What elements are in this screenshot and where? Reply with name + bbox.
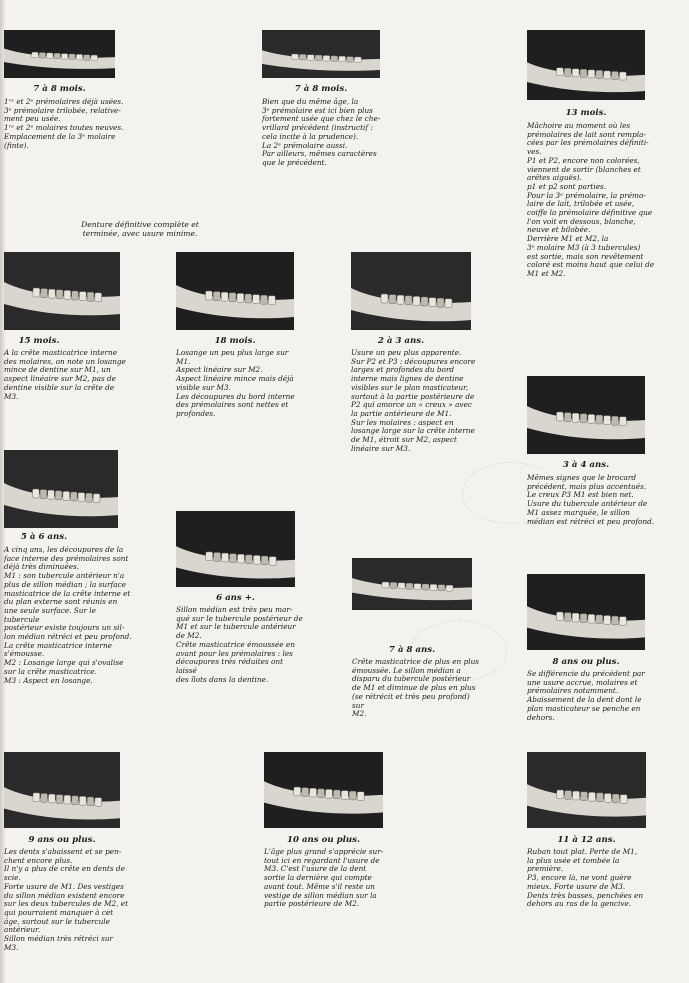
tooth (95, 798, 102, 807)
jaw-photo-14 (527, 752, 646, 828)
jaw-illustration (352, 558, 472, 610)
entry-text-10: Crête masticatrice de plus en plus émoussée. Le sillon médian a disparu du tubercule postérieur de M1 et diminue de plus en plus (se rétrécit et très peu profond) sur M2. (352, 657, 480, 719)
tooth (261, 295, 268, 304)
tooth (341, 791, 348, 800)
tooth (206, 552, 213, 561)
entry-title-11: 8 ans ou plus. (552, 657, 620, 667)
photo-background (176, 252, 294, 330)
tooth (39, 53, 45, 59)
tooth (557, 68, 564, 76)
tooth (61, 54, 67, 60)
tooth (63, 491, 70, 500)
tooth (588, 70, 595, 78)
tooth (47, 53, 53, 59)
tooth (41, 289, 48, 298)
tooth (325, 789, 332, 798)
jaw-photo-3 (527, 30, 645, 100)
entry-title-13: 10 ans ou plus. (287, 835, 360, 845)
tooth (32, 52, 38, 58)
jaw-illustration (4, 252, 120, 330)
tooth (347, 57, 354, 63)
tooth (357, 792, 364, 801)
tooth (48, 794, 55, 803)
jaw-photo-8 (4, 450, 118, 528)
tooth (588, 792, 595, 801)
tooth (612, 71, 619, 79)
tooth (222, 553, 229, 562)
tooth (446, 585, 453, 591)
entry-text-8: A cinq ans, les découpures de la face interne des prémolaires sont déjà très diminuées. M1 : son tubercule antérieur n'a plus de sillon médian ; la surface masticatrice de la crête interne et du plan externe sont réunis en une seule surface. Sur le tubercule postérieur existe toujours un sil- lon médian rétréci et peu profond. La crête masticatrice interne s'émousse. M2 : Losange large qui s'ovalise sur la crête masticatrice. M3 : Aspect en losange. (4, 545, 132, 685)
definitive-dentition-note: Denture définitive complète et terminée, avec usure minime. (81, 220, 199, 239)
jaw-illustration (176, 511, 295, 587)
entry-title-6: 2 à 3 ans. (377, 336, 425, 346)
tooth (612, 616, 619, 625)
tooth (381, 294, 388, 303)
tooth (95, 293, 102, 302)
photo-background (527, 574, 645, 650)
tooth (612, 416, 619, 425)
jaw-photo-7 (527, 376, 645, 454)
tooth (564, 413, 571, 422)
entry-text-11: Se différencie du précédent par une usure accrue, molaires et prémolaires notamment. Abaissement de la dent dont le plan masticateur se penche en dehors. (527, 669, 645, 722)
jaw-illustration (4, 752, 120, 828)
tooth (557, 412, 564, 421)
jaw-photo-11 (527, 574, 645, 650)
tooth (269, 557, 276, 566)
tooth (86, 493, 93, 502)
tooth (620, 795, 627, 804)
tooth (581, 792, 588, 801)
tooth (56, 290, 63, 299)
entry-text-14: Ruban tout plat. Perte de M1, la plus usée et tombée la première. P3, encore là, ne vont guère mieux. Forte usure de M3. Dents très basses, penchées en dehors au ras de la gencive. (527, 847, 644, 909)
tooth (72, 796, 79, 805)
tooth (565, 791, 572, 800)
tooth (292, 54, 299, 60)
tooth (596, 70, 603, 78)
tooth (64, 795, 71, 804)
tooth (261, 556, 268, 565)
tooth (87, 292, 94, 301)
tooth (564, 68, 571, 76)
entry-title-1: 7 à 8 mois. (33, 84, 86, 94)
tooth (253, 555, 260, 564)
tooth (71, 492, 78, 501)
tooth (619, 617, 626, 626)
tooth (64, 290, 71, 299)
tooth (389, 295, 396, 304)
tooth (437, 298, 444, 307)
entry-text-9: Sillon médian est très peu mar- qué sur le tubercule postérieur de M1 et sur le tubercule antérieur de M2. Crête masticatrice émoussée en avant pour les prémolaires : les découpures très réduites ont laissé des îlots dans la dentine. (176, 605, 303, 684)
tooth (33, 288, 40, 297)
tooth (237, 293, 244, 302)
tooth (612, 794, 619, 803)
tooth (572, 613, 579, 622)
tooth (79, 292, 86, 301)
tooth (237, 554, 244, 563)
tooth (333, 790, 340, 799)
entry-title-5: 18 mois. (214, 336, 256, 346)
tooth (557, 612, 564, 621)
tooth (72, 291, 79, 300)
entry-text-4: A la crête masticatrice interne des molaires, on note un losange mince de dentine sur M1, un aspect linéaire sur M2, pas de dentine visible sur la crête de M3. (4, 348, 126, 401)
tooth (421, 297, 428, 306)
entry-text-6: Usure un peu plus apparente. Sur P2 et P3 : découpures encore larges et profondes du bord interne mais lignes de dentine visibles sur le plan masticateur, surtout à la partie postérieure de P2 qui amorce un « creux » avec la partie antérieure de M1. Sur les molaires : aspect en losange large sur la crête interne de M1, étroit sur M2, aspect linéaire sur M3. (351, 348, 476, 453)
tooth (48, 289, 55, 298)
tooth (596, 793, 603, 802)
entry-title-10: 7 à 8 ans. (388, 645, 436, 655)
tooth (318, 789, 325, 798)
tooth (302, 788, 309, 797)
tooth (422, 584, 429, 590)
tooth (323, 55, 330, 61)
tooth (78, 493, 85, 502)
jaw-illustration (527, 574, 645, 650)
entry-text-12: Les dents s'abaissent et se pen- chent encore plus. Il n'y a plus de crête en dents de scie. Forte usure de M1. Des vestiges du sillon médian existent encore sur les deux tubercules de M2, et qui pourraient manquer à cet âge, surtout sur le tubercule antérieur. Sillon médian très rétréci sur M3. (4, 847, 129, 952)
jaw-photo-5 (176, 252, 294, 330)
tooth (206, 291, 213, 300)
entry-title-4: 15 mois. (18, 336, 60, 346)
tooth (331, 56, 338, 62)
photo-background (4, 450, 118, 528)
tooth (33, 489, 40, 498)
jaw-illustration (527, 376, 645, 454)
tooth (430, 584, 437, 590)
entry-title-14: 11 à 12 ans. (557, 835, 616, 845)
jaw-photo-4 (4, 252, 120, 330)
tooth (619, 72, 626, 80)
tooth (48, 490, 55, 499)
tooth (604, 416, 611, 425)
tooth (406, 583, 413, 589)
jaw-photo-2 (262, 30, 380, 78)
entry-text-2: Bien que du même âge, la 3ᵉ prémolaire est ici bien plus fortement usée que chez le che- vrillard précédent (instructif : cela incite à la prudence). La 2ᵉ prémolaire aussi. Par ailleurs, mêmes caractères que le précédent. (262, 97, 381, 167)
tooth (221, 292, 228, 301)
jaw-illustration (527, 752, 646, 828)
tooth (253, 295, 260, 304)
tooth (413, 296, 420, 305)
tooth (214, 553, 221, 562)
tooth (76, 54, 82, 60)
tooth (580, 414, 587, 423)
entry-title-3: 13 mois. (565, 108, 607, 118)
entry-text-5: Losange un peu plus large sur M1. Aspect linéaire sur M2. Aspect linéaire mince mais déjà visible sur M3. Les découpures du bord interne des prémolaires sont nettes et profondes. (176, 348, 295, 418)
tooth (315, 55, 322, 61)
photo-background (527, 752, 646, 828)
entry-text-3: Mâchoire au moment où les prémolaires de lait sont rempla- cées par les prémolaires définiti- ves. P1 et P2, encore non colorées, viennent de sortir (blanches et arêtes aiguës). p1 et p2 sont parties. Pour la 3ᵉ prémolaire, la prémo- laire de lait, trilobée et usée, coiffe la prémolaire définitive que l'on voit en dessous, blanche, neuve et bilobée. Derrière M1 et M2, la 3ᵉ molaire M3 (à 3 tubercules) est sortie, mais son revêtement coloré est moins haut que celui de M1 et M2. (527, 121, 655, 278)
tooth (40, 490, 47, 499)
tooth (268, 296, 275, 305)
tooth (84, 55, 90, 61)
tooth (87, 797, 94, 806)
jaw-photo-6 (351, 252, 471, 330)
tooth (405, 296, 412, 305)
tooth (41, 794, 48, 803)
tooth (213, 292, 220, 301)
tooth (294, 787, 301, 796)
tooth (438, 585, 445, 591)
jaw-illustration (4, 30, 115, 78)
tooth (564, 613, 571, 622)
jaw-illustration (264, 752, 383, 828)
tooth (354, 57, 361, 63)
tooth (390, 582, 397, 588)
jaw-illustration (262, 30, 380, 78)
tooth (54, 53, 60, 59)
jaw-illustration (176, 252, 294, 330)
tooth (339, 56, 346, 62)
tooth (604, 71, 611, 79)
tooth (604, 794, 611, 803)
tooth (429, 298, 436, 307)
tooth (397, 295, 404, 304)
tooth (230, 554, 237, 563)
tooth (33, 793, 40, 802)
tooth (619, 417, 626, 426)
tooth (79, 796, 86, 805)
tooth (245, 555, 252, 564)
tooth (310, 788, 317, 797)
entry-title-9: 6 ans +. (216, 593, 255, 603)
tooth (572, 413, 579, 422)
jaw-illustration (4, 450, 118, 528)
jaw-photo-9 (176, 511, 295, 587)
tooth (557, 790, 564, 799)
entry-title-12: 9 ans ou plus. (28, 835, 96, 845)
entry-title-8: 5 à 6 ans. (20, 532, 68, 542)
entry-title-2: 7 à 8 mois. (294, 84, 348, 94)
tooth (55, 491, 62, 500)
jaw-illustration (351, 252, 471, 330)
tooth (580, 614, 587, 623)
entry-title-7: 3 à 4 ans. (562, 460, 610, 470)
entry-text-13: L'âge plus grand s'apprécie sur- tout ici en regardant l'usure de M3. C'est l'usure de la dent sortie la dernière qui compte avant tout. Même s'il reste un vestige de sillon médian sur la partie postérieure de M2. (264, 847, 384, 909)
tooth (588, 414, 595, 423)
tooth (604, 616, 611, 625)
tooth (572, 69, 579, 77)
tooth (414, 584, 421, 590)
tooth (91, 55, 97, 61)
tooth (596, 615, 603, 624)
tooth (229, 293, 236, 302)
tooth (382, 582, 389, 588)
tooth (588, 614, 595, 623)
tooth (573, 791, 580, 800)
jaw-photo-13 (264, 752, 383, 828)
jaw-photo-10 (352, 558, 472, 610)
tooth (580, 69, 587, 77)
tooth (349, 791, 356, 800)
tooth (299, 54, 306, 60)
tooth (445, 299, 452, 308)
jaw-photo-12 (4, 752, 120, 828)
tooth (69, 54, 75, 60)
tooth (245, 294, 252, 303)
jaw-illustration (527, 30, 645, 100)
tooth (307, 55, 314, 61)
photo-background (262, 30, 380, 78)
tooth (398, 583, 405, 589)
tooth (93, 494, 100, 503)
tooth (56, 795, 63, 804)
tooth (596, 415, 603, 424)
entry-text-1: 1ʳᵉ et 2ᵉ prémolaires déjà usées. 3ᵉ prémolaire trilobée, relative- ment peu usée. 1ʳᵉ et 2ᵉ molaires toutes neuves. Emplacement de la 3ᵉ molaire (finte). (4, 97, 124, 150)
entry-text-7: Mêmes signes que le brocard précédent, mais plus accentués. Le creux P3 M1 est bien net. Usure du tubercule antérieur de M1 assez marquée, le sillon médian est rétréci et peu profond. (527, 473, 655, 526)
jaw-photo-1 (4, 30, 115, 78)
